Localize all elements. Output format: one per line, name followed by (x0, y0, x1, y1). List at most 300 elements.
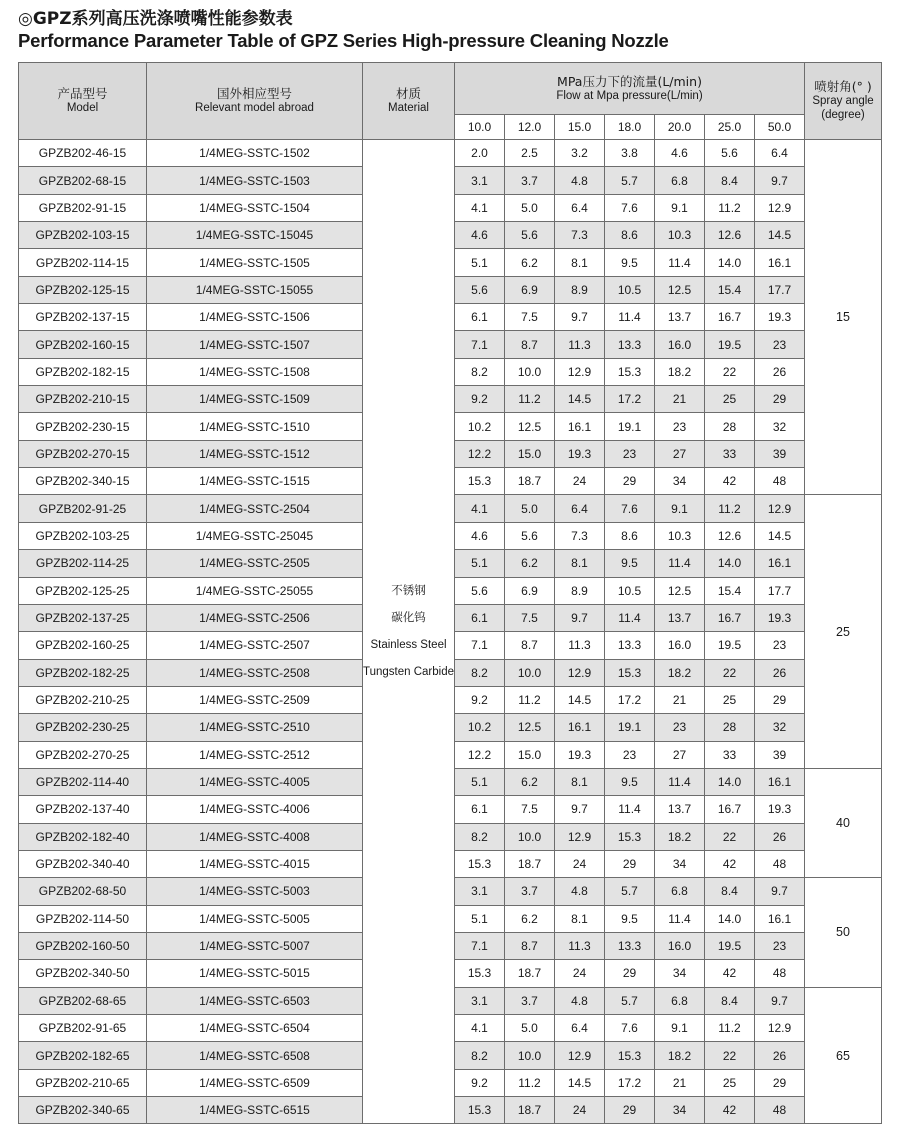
table-header (19, 63, 882, 140)
flow-cell-25.0: 28 (705, 413, 755, 440)
flow-cell-15.0: 16.1 (555, 413, 605, 440)
flow-cell-18.0: 11.4 (605, 796, 655, 823)
flow-cell-20.0: 21 (655, 686, 705, 713)
flow-cell-50.0: 19.3 (755, 604, 805, 631)
flow-cell-15.0: 12.9 (555, 1042, 605, 1069)
header-model-en: Model (66, 102, 99, 114)
flow-cell-18.0: 13.3 (605, 632, 655, 659)
table-title-chinese: ◎GPZ系列高压洗涤喷嘴性能参数表 (18, 9, 293, 29)
flow-cell-25.0: 11.2 (705, 194, 755, 221)
abroad-model-cell: 1/4MEG-SSTC-4008 (147, 823, 363, 850)
flow-cell-10.0: 15.3 (455, 468, 505, 495)
flow-cell-25.0: 8.4 (705, 987, 755, 1014)
model-cell: GPZB202-160-25 (19, 632, 147, 659)
flow-cell-20.0: 4.6 (655, 140, 705, 167)
flow-cell-25.0: 19.5 (705, 632, 755, 659)
flow-cell-10.0: 9.2 (455, 686, 505, 713)
flow-cell-50.0: 48 (755, 960, 805, 987)
flow-cell-15.0: 7.3 (555, 222, 605, 249)
model-cell: GPZB202-68-65 (19, 987, 147, 1014)
flow-cell-50.0: 32 (755, 413, 805, 440)
flow-cell-15.0: 6.4 (555, 495, 605, 522)
flow-cell-12.0: 18.7 (505, 1097, 555, 1124)
flow-cell-10.0: 3.1 (455, 878, 505, 905)
flow-cell-12.0: 11.2 (505, 686, 555, 713)
flow-cell-10.0: 9.2 (455, 386, 505, 413)
flow-cell-50.0: 29 (755, 386, 805, 413)
model-cell: GPZB202-91-15 (19, 194, 147, 221)
flow-cell-10.0: 4.1 (455, 495, 505, 522)
flow-cell-15.0: 16.1 (555, 714, 605, 741)
model-cell: GPZB202-68-50 (19, 878, 147, 905)
flow-cell-20.0: 34 (655, 1097, 705, 1124)
flow-cell-20.0: 18.2 (655, 823, 705, 850)
model-cell: GPZB202-210-25 (19, 686, 147, 713)
flow-cell-12.0: 8.7 (505, 331, 555, 358)
table-title-english: Performance Parameter Table of GPZ Series High-pressure Cleaning Nozzle (18, 30, 669, 51)
abroad-model-cell: 1/4MEG-SSTC-1504 (147, 194, 363, 221)
flow-cell-12.0: 6.9 (505, 276, 555, 303)
flow-cell-20.0: 34 (655, 468, 705, 495)
flow-cell-50.0: 48 (755, 468, 805, 495)
flow-cell-18.0: 9.5 (605, 768, 655, 795)
flow-cell-18.0: 29 (605, 850, 655, 877)
flow-cell-25.0: 15.4 (705, 276, 755, 303)
abroad-model-cell: 1/4MEG-SSTC-4006 (147, 796, 363, 823)
abroad-model-cell: 1/4MEG-SSTC-6509 (147, 1069, 363, 1096)
flow-cell-18.0: 5.7 (605, 987, 655, 1014)
model-cell: GPZB202-114-50 (19, 905, 147, 932)
flow-cell-18.0: 15.3 (605, 358, 655, 385)
flow-cell-15.0: 24 (555, 960, 605, 987)
abroad-model-cell: 1/4MEG-SSTC-1508 (147, 358, 363, 385)
flow-cell-15.0: 4.8 (555, 987, 605, 1014)
model-cell: GPZB202-230-15 (19, 413, 147, 440)
header-abroad-cn: 国外相应型号 (216, 86, 292, 101)
flow-cell-25.0: 19.5 (705, 932, 755, 959)
flow-cell-15.0: 14.5 (555, 1069, 605, 1096)
flow-cell-10.0: 3.1 (455, 987, 505, 1014)
flow-cell-20.0: 9.1 (655, 194, 705, 221)
flow-cell-12.0: 6.2 (505, 550, 555, 577)
model-cell: GPZB202-125-25 (19, 577, 147, 604)
flow-cell-10.0: 7.1 (455, 632, 505, 659)
flow-cell-15.0: 7.3 (555, 522, 605, 549)
table-row (19, 140, 882, 167)
model-cell: GPZB202-182-25 (19, 659, 147, 686)
model-cell: GPZB202-114-40 (19, 768, 147, 795)
header-pressure-18.0: 18.0 (605, 115, 655, 140)
header-pressure-en: Flow at Mpa pressure(L/min) (556, 89, 703, 102)
flow-cell-15.0: 8.1 (555, 249, 605, 276)
flow-cell-25.0: 19.5 (705, 331, 755, 358)
model-cell: GPZB202-46-15 (19, 140, 147, 167)
flow-cell-12.0: 8.7 (505, 932, 555, 959)
header-pressure-10.0: 10.0 (455, 115, 505, 140)
flow-cell-12.0: 5.6 (505, 222, 555, 249)
model-cell: GPZB202-125-15 (19, 276, 147, 303)
flow-cell-12.0: 3.7 (505, 987, 555, 1014)
flow-cell-10.0: 7.1 (455, 331, 505, 358)
model-cell: GPZB202-137-40 (19, 796, 147, 823)
flow-cell-10.0: 2.0 (455, 140, 505, 167)
flow-cell-20.0: 23 (655, 413, 705, 440)
flow-cell-50.0: 39 (755, 440, 805, 467)
abroad-model-cell: 1/4MEG-SSTC-2507 (147, 632, 363, 659)
abroad-model-cell: 1/4MEG-SSTC-6508 (147, 1042, 363, 1069)
abroad-model-cell: 1/4MEG-SSTC-2504 (147, 495, 363, 522)
model-cell: GPZB202-68-15 (19, 167, 147, 194)
header-model (19, 63, 147, 140)
flow-cell-15.0: 14.5 (555, 386, 605, 413)
flow-cell-15.0: 6.4 (555, 194, 605, 221)
flow-cell-15.0: 8.1 (555, 768, 605, 795)
model-cell: GPZB202-137-15 (19, 304, 147, 331)
abroad-model-cell: 1/4MEG-SSTC-4005 (147, 768, 363, 795)
flow-cell-18.0: 17.2 (605, 686, 655, 713)
flow-cell-25.0: 11.2 (705, 1015, 755, 1042)
flow-cell-12.0: 10.0 (505, 1042, 555, 1069)
flow-cell-12.0: 12.5 (505, 714, 555, 741)
flow-cell-15.0: 9.7 (555, 604, 605, 631)
flow-cell-50.0: 19.3 (755, 796, 805, 823)
flow-cell-18.0: 29 (605, 960, 655, 987)
flow-cell-18.0: 17.2 (605, 1069, 655, 1096)
flow-cell-50.0: 16.1 (755, 768, 805, 795)
flow-cell-12.0: 6.2 (505, 768, 555, 795)
flow-cell-15.0: 9.7 (555, 796, 605, 823)
flow-cell-25.0: 25 (705, 1069, 755, 1096)
flow-cell-50.0: 48 (755, 1097, 805, 1124)
flow-cell-10.0: 5.1 (455, 768, 505, 795)
flow-cell-20.0: 18.2 (655, 1042, 705, 1069)
flow-cell-15.0: 24 (555, 468, 605, 495)
abroad-model-cell: 1/4MEG-SSTC-4015 (147, 850, 363, 877)
flow-cell-15.0: 8.9 (555, 577, 605, 604)
flow-cell-18.0: 19.1 (605, 413, 655, 440)
flow-cell-20.0: 27 (655, 741, 705, 768)
flow-cell-50.0: 39 (755, 741, 805, 768)
flow-cell-20.0: 11.4 (655, 550, 705, 577)
header-spray-angle (805, 63, 882, 140)
flow-cell-18.0: 11.4 (605, 304, 655, 331)
flow-cell-12.0: 7.5 (505, 304, 555, 331)
flow-cell-12.0: 6.2 (505, 905, 555, 932)
flow-cell-50.0: 12.9 (755, 495, 805, 522)
flow-cell-25.0: 25 (705, 386, 755, 413)
flow-cell-15.0: 8.1 (555, 905, 605, 932)
header-angle-en: Spray angle (812, 95, 874, 107)
flow-cell-20.0: 11.4 (655, 768, 705, 795)
flow-cell-15.0: 3.2 (555, 140, 605, 167)
flow-cell-25.0: 14.0 (705, 249, 755, 276)
flow-cell-12.0: 10.0 (505, 659, 555, 686)
flow-cell-25.0: 15.4 (705, 577, 755, 604)
flow-cell-20.0: 21 (655, 1069, 705, 1096)
flow-cell-20.0: 18.2 (655, 659, 705, 686)
model-cell: GPZB202-340-50 (19, 960, 147, 987)
flow-cell-10.0: 4.1 (455, 194, 505, 221)
flow-cell-12.0: 10.0 (505, 358, 555, 385)
material-line2: 碳化钨 (391, 611, 426, 624)
flow-cell-18.0: 10.5 (605, 276, 655, 303)
model-cell: GPZB202-210-65 (19, 1069, 147, 1096)
abroad-model-cell: 1/4MEG-SSTC-25055 (147, 577, 363, 604)
flow-cell-10.0: 10.2 (455, 714, 505, 741)
flow-cell-15.0: 11.3 (555, 632, 605, 659)
flow-cell-12.0: 15.0 (505, 741, 555, 768)
abroad-model-cell: 1/4MEG-SSTC-2512 (147, 741, 363, 768)
flow-cell-25.0: 42 (705, 468, 755, 495)
flow-cell-12.0: 6.2 (505, 249, 555, 276)
flow-cell-10.0: 8.2 (455, 823, 505, 850)
flow-cell-18.0: 19.1 (605, 714, 655, 741)
flow-cell-25.0: 5.6 (705, 140, 755, 167)
flow-cell-10.0: 5.1 (455, 905, 505, 932)
flow-cell-20.0: 10.3 (655, 222, 705, 249)
flow-cell-20.0: 11.4 (655, 249, 705, 276)
spray-angle-cell: 15 (805, 140, 882, 495)
flow-cell-10.0: 4.6 (455, 222, 505, 249)
flow-cell-10.0: 3.1 (455, 167, 505, 194)
flow-cell-15.0: 11.3 (555, 932, 605, 959)
flow-cell-10.0: 6.1 (455, 604, 505, 631)
flow-cell-50.0: 26 (755, 1042, 805, 1069)
abroad-model-cell: 1/4MEG-SSTC-1507 (147, 331, 363, 358)
model-cell: GPZB202-340-40 (19, 850, 147, 877)
material-line3: Stainless Steel (370, 638, 447, 651)
spray-angle-cell: 50 (805, 878, 882, 987)
model-cell: GPZB202-137-25 (19, 604, 147, 631)
flow-cell-12.0: 2.5 (505, 140, 555, 167)
performance-table (18, 62, 882, 1124)
flow-cell-10.0: 4.6 (455, 522, 505, 549)
flow-cell-10.0: 9.2 (455, 1069, 505, 1096)
flow-cell-20.0: 27 (655, 440, 705, 467)
abroad-model-cell: 1/4MEG-SSTC-25045 (147, 522, 363, 549)
abroad-model-cell: 1/4MEG-SSTC-2508 (147, 659, 363, 686)
abroad-model-cell: 1/4MEG-SSTC-1502 (147, 140, 363, 167)
abroad-model-cell: 1/4MEG-SSTC-5005 (147, 905, 363, 932)
flow-cell-20.0: 10.3 (655, 522, 705, 549)
flow-cell-18.0: 10.5 (605, 577, 655, 604)
flow-cell-12.0: 18.7 (505, 960, 555, 987)
flow-cell-25.0: 16.7 (705, 604, 755, 631)
flow-cell-10.0: 12.2 (455, 741, 505, 768)
flow-cell-25.0: 12.6 (705, 222, 755, 249)
flow-cell-15.0: 14.5 (555, 686, 605, 713)
header-pressure-25.0: 25.0 (705, 115, 755, 140)
flow-cell-12.0: 3.7 (505, 167, 555, 194)
flow-cell-25.0: 8.4 (705, 878, 755, 905)
flow-cell-20.0: 13.7 (655, 604, 705, 631)
abroad-model-cell: 1/4MEG-SSTC-15055 (147, 276, 363, 303)
model-cell: GPZB202-340-65 (19, 1097, 147, 1124)
flow-cell-10.0: 5.1 (455, 249, 505, 276)
flow-cell-50.0: 12.9 (755, 194, 805, 221)
abroad-model-cell: 1/4MEG-SSTC-5003 (147, 878, 363, 905)
flow-cell-25.0: 12.6 (705, 522, 755, 549)
flow-cell-15.0: 12.9 (555, 823, 605, 850)
flow-cell-25.0: 33 (705, 440, 755, 467)
header-flow-pressure (455, 63, 805, 115)
abroad-model-cell: 1/4MEG-SSTC-1515 (147, 468, 363, 495)
flow-cell-20.0: 6.8 (655, 878, 705, 905)
flow-cell-18.0: 3.8 (605, 140, 655, 167)
flow-cell-50.0: 32 (755, 714, 805, 741)
flow-cell-20.0: 23 (655, 714, 705, 741)
flow-cell-18.0: 9.5 (605, 550, 655, 577)
flow-cell-10.0: 7.1 (455, 932, 505, 959)
flow-cell-12.0: 10.0 (505, 823, 555, 850)
flow-cell-20.0: 6.8 (655, 167, 705, 194)
flow-cell-10.0: 8.2 (455, 1042, 505, 1069)
header-pressure-20.0: 20.0 (655, 115, 705, 140)
abroad-model-cell: 1/4MEG-SSTC-6515 (147, 1097, 363, 1124)
model-cell: GPZB202-182-40 (19, 823, 147, 850)
flow-cell-50.0: 14.5 (755, 222, 805, 249)
flow-cell-50.0: 17.7 (755, 577, 805, 604)
flow-cell-15.0: 19.3 (555, 741, 605, 768)
flow-cell-18.0: 23 (605, 741, 655, 768)
flow-cell-50.0: 26 (755, 659, 805, 686)
abroad-model-cell: 1/4MEG-SSTC-6504 (147, 1015, 363, 1042)
flow-cell-15.0: 8.9 (555, 276, 605, 303)
abroad-model-cell: 1/4MEG-SSTC-5007 (147, 932, 363, 959)
flow-cell-18.0: 5.7 (605, 167, 655, 194)
flow-cell-18.0: 7.6 (605, 194, 655, 221)
material-line4: Tungsten Carbide (363, 665, 454, 678)
flow-cell-50.0: 26 (755, 823, 805, 850)
flow-cell-15.0: 9.7 (555, 304, 605, 331)
header-abroad-model (147, 63, 363, 140)
flow-cell-50.0: 23 (755, 932, 805, 959)
title-block (18, 8, 669, 52)
flow-cell-50.0: 23 (755, 331, 805, 358)
header-angle-en-unit: (degree) (821, 109, 865, 121)
flow-cell-25.0: 14.0 (705, 768, 755, 795)
flow-cell-25.0: 42 (705, 850, 755, 877)
flow-cell-18.0: 15.3 (605, 659, 655, 686)
flow-cell-12.0: 8.7 (505, 632, 555, 659)
flow-cell-25.0: 8.4 (705, 167, 755, 194)
header-material-en: Material (388, 102, 429, 114)
flow-cell-15.0: 19.3 (555, 440, 605, 467)
abroad-model-cell: 1/4MEG-SSTC-2510 (147, 714, 363, 741)
flow-cell-18.0: 29 (605, 468, 655, 495)
flow-cell-25.0: 28 (705, 714, 755, 741)
flow-cell-20.0: 9.1 (655, 495, 705, 522)
flow-cell-50.0: 19.3 (755, 304, 805, 331)
flow-cell-18.0: 9.5 (605, 249, 655, 276)
flow-cell-18.0: 23 (605, 440, 655, 467)
flow-cell-20.0: 34 (655, 960, 705, 987)
flow-cell-20.0: 16.0 (655, 331, 705, 358)
flow-cell-20.0: 16.0 (655, 932, 705, 959)
flow-cell-18.0: 8.6 (605, 522, 655, 549)
flow-cell-20.0: 12.5 (655, 577, 705, 604)
flow-cell-12.0: 11.2 (505, 386, 555, 413)
flow-cell-12.0: 7.5 (505, 796, 555, 823)
flow-cell-18.0: 5.7 (605, 878, 655, 905)
flow-cell-18.0: 17.2 (605, 386, 655, 413)
flow-cell-50.0: 16.1 (755, 249, 805, 276)
model-cell: GPZB202-182-65 (19, 1042, 147, 1069)
flow-cell-12.0: 18.7 (505, 850, 555, 877)
flow-cell-25.0: 42 (705, 960, 755, 987)
flow-cell-25.0: 42 (705, 1097, 755, 1124)
flow-cell-20.0: 21 (655, 386, 705, 413)
model-cell: GPZB202-91-25 (19, 495, 147, 522)
model-cell: GPZB202-103-25 (19, 522, 147, 549)
flow-cell-50.0: 12.9 (755, 1015, 805, 1042)
flow-cell-15.0: 11.3 (555, 331, 605, 358)
flow-cell-15.0: 8.1 (555, 550, 605, 577)
table-body (19, 140, 882, 1124)
flow-cell-12.0: 15.0 (505, 440, 555, 467)
model-cell: GPZB202-340-15 (19, 468, 147, 495)
abroad-model-cell: 1/4MEG-SSTC-1505 (147, 249, 363, 276)
flow-cell-10.0: 8.2 (455, 659, 505, 686)
spray-angle-cell: 25 (805, 495, 882, 768)
abroad-model-cell: 1/4MEG-SSTC-5015 (147, 960, 363, 987)
header-material-cn: 材质 (395, 86, 421, 101)
flow-cell-15.0: 4.8 (555, 878, 605, 905)
flow-cell-20.0: 11.4 (655, 905, 705, 932)
flow-cell-10.0: 5.1 (455, 550, 505, 577)
model-cell: GPZB202-91-65 (19, 1015, 147, 1042)
flow-cell-20.0: 34 (655, 850, 705, 877)
flow-cell-25.0: 25 (705, 686, 755, 713)
flow-cell-20.0: 18.2 (655, 358, 705, 385)
model-cell: GPZB202-210-15 (19, 386, 147, 413)
flow-cell-10.0: 15.3 (455, 850, 505, 877)
flow-cell-50.0: 16.1 (755, 905, 805, 932)
abroad-model-cell: 1/4MEG-SSTC-1510 (147, 413, 363, 440)
flow-cell-12.0: 5.0 (505, 194, 555, 221)
flow-cell-10.0: 15.3 (455, 1097, 505, 1124)
flow-cell-25.0: 16.7 (705, 304, 755, 331)
flow-cell-25.0: 22 (705, 823, 755, 850)
flow-cell-25.0: 14.0 (705, 550, 755, 577)
flow-cell-18.0: 7.6 (605, 1015, 655, 1042)
flow-cell-12.0: 3.7 (505, 878, 555, 905)
flow-cell-10.0: 8.2 (455, 358, 505, 385)
flow-cell-18.0: 7.6 (605, 495, 655, 522)
abroad-model-cell: 1/4MEG-SSTC-1503 (147, 167, 363, 194)
model-cell: GPZB202-114-25 (19, 550, 147, 577)
flow-cell-50.0: 29 (755, 1069, 805, 1096)
flow-cell-15.0: 12.9 (555, 358, 605, 385)
spray-angle-cell: 65 (805, 987, 882, 1124)
abroad-model-cell: 1/4MEG-SSTC-1506 (147, 304, 363, 331)
flow-cell-10.0: 6.1 (455, 304, 505, 331)
abroad-model-cell: 1/4MEG-SSTC-2506 (147, 604, 363, 631)
flow-cell-12.0: 11.2 (505, 1069, 555, 1096)
abroad-model-cell: 1/4MEG-SSTC-2509 (147, 686, 363, 713)
abroad-model-cell: 1/4MEG-SSTC-1512 (147, 440, 363, 467)
flow-cell-10.0: 6.1 (455, 796, 505, 823)
flow-cell-25.0: 22 (705, 358, 755, 385)
flow-cell-20.0: 12.5 (655, 276, 705, 303)
model-cell: GPZB202-270-15 (19, 440, 147, 467)
flow-cell-25.0: 22 (705, 1042, 755, 1069)
flow-cell-18.0: 13.3 (605, 932, 655, 959)
flow-cell-50.0: 16.1 (755, 550, 805, 577)
flow-cell-50.0: 48 (755, 850, 805, 877)
flow-cell-20.0: 13.7 (655, 304, 705, 331)
header-abroad-en: Relevant model abroad (195, 102, 314, 114)
